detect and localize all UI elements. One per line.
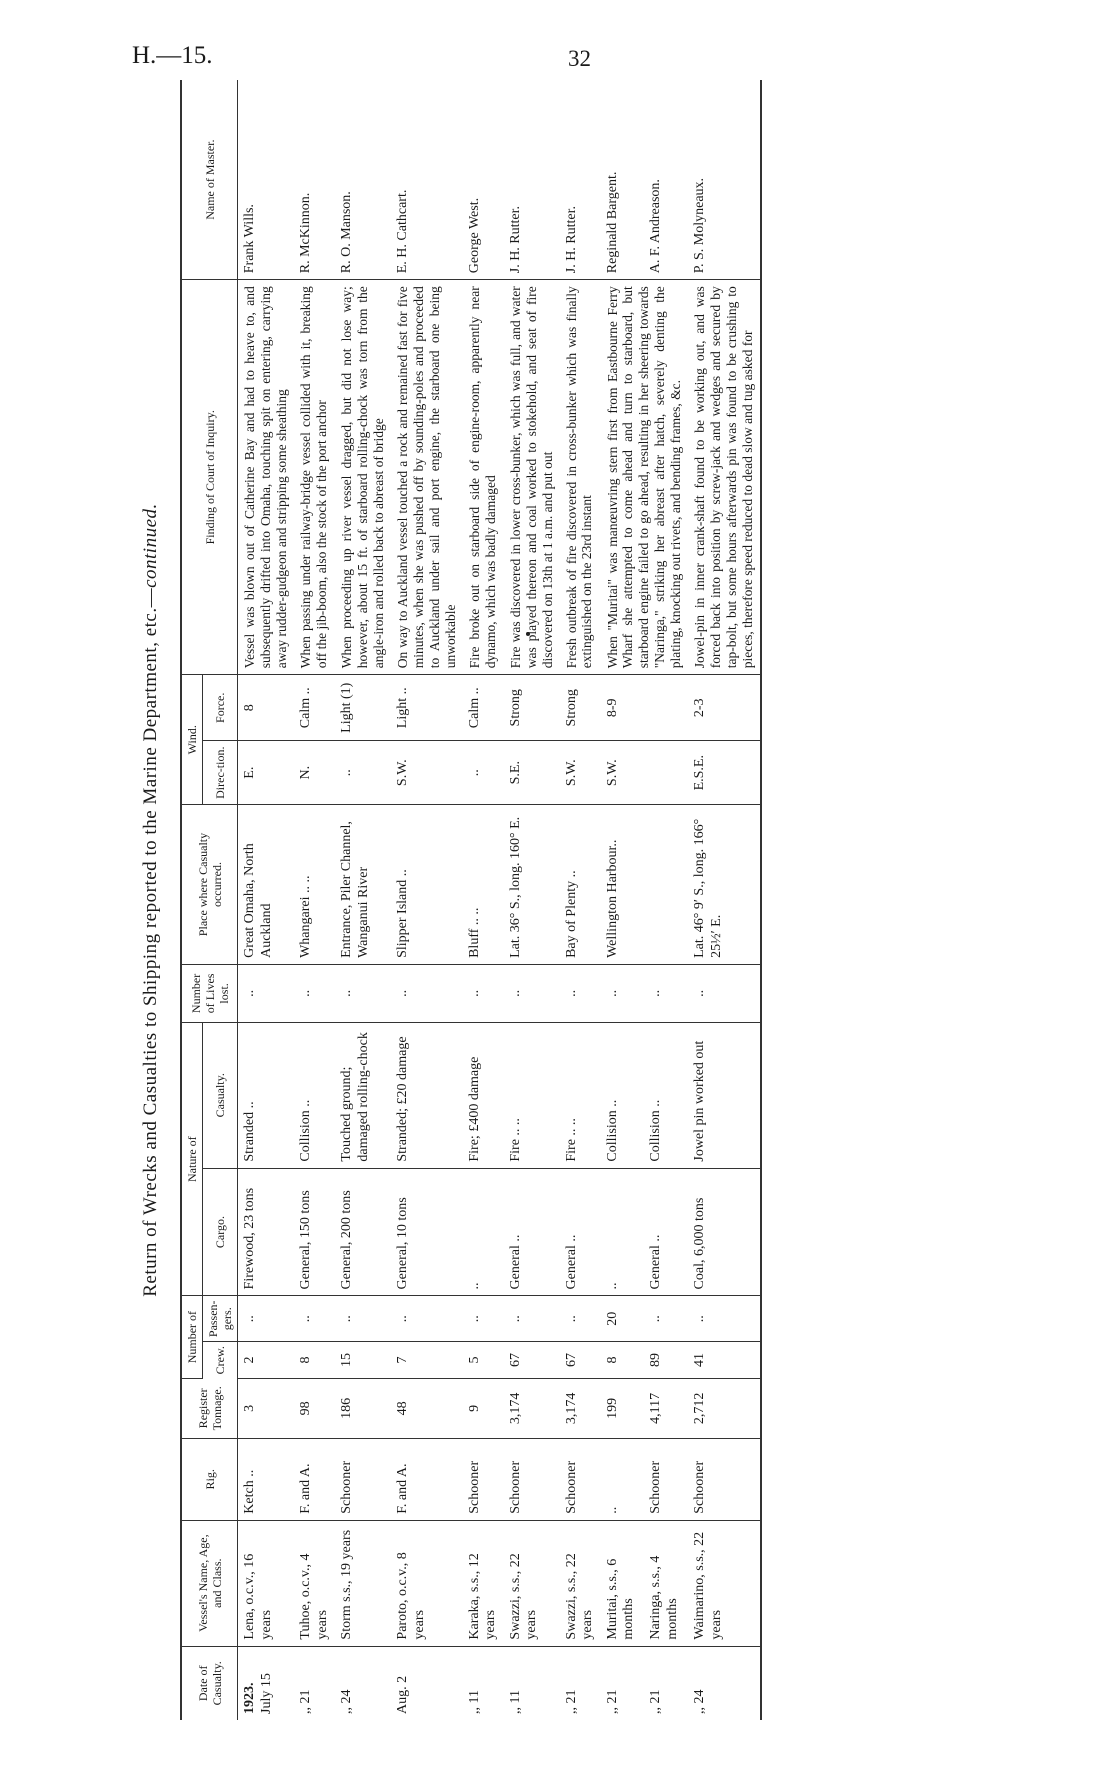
cell-master: A. F. Andreason.: [644, 80, 688, 280]
cell-lives: ..: [335, 964, 391, 1022]
cell-place: Great Omaha, North Auckland: [238, 805, 294, 965]
cell-lives: ..: [391, 964, 463, 1022]
cell-place: Lat. 46° 9′ S., long. 166° 25½′ E.: [688, 805, 761, 965]
cell-vessel: Muritai, s.s., 6 months: [601, 1520, 645, 1646]
col-vessel: Vessel's Name, Age, and Class.: [181, 1520, 238, 1646]
cell-force: 8: [238, 675, 294, 741]
cell-rig: F. and A.: [391, 1438, 463, 1520]
table-row: [391, 80, 463, 1720]
cell-place: Entrance, Piler Channel, Wanganui River: [335, 805, 391, 965]
col-direction: Direc-tion.: [203, 741, 238, 805]
col-wind: Wind.: [181, 675, 203, 805]
cell-casualty: Fire; £400 damage: [463, 1022, 504, 1168]
cell-vessel: Waimarino, s.s., 22 years: [688, 1520, 761, 1646]
cell-casualty: Collision ..: [644, 1022, 688, 1168]
cell-rig: F. and A.: [294, 1438, 335, 1520]
cell-passengers: ..: [335, 1296, 391, 1342]
cell-date: ,, 24: [688, 1646, 761, 1720]
cell-direction: ..: [463, 741, 504, 805]
cell-crew: 15: [335, 1342, 391, 1379]
cell-rig: Schooner: [560, 1438, 601, 1520]
cell-master: J. H. Rutter.: [560, 80, 601, 280]
header-reference: H.—15.: [132, 42, 213, 69]
table-row: [463, 80, 504, 1720]
cell-master: George West.: [463, 80, 504, 280]
cell-cargo: ..: [601, 1168, 645, 1296]
cell-casualty: Fire .. ..: [560, 1022, 601, 1168]
cell-crew: 67: [504, 1342, 560, 1379]
cell-casualty: Fire .. ..: [504, 1022, 560, 1168]
cell-place: Bay of Plenty ..: [560, 805, 601, 965]
table-row: [238, 80, 294, 1720]
cell-direction: S.W.: [560, 741, 601, 805]
cell-direction: S.W.: [601, 741, 689, 805]
cell-tonnage: 186: [335, 1378, 391, 1438]
cell-rig: Schooner: [504, 1438, 560, 1520]
col-finding: Finding of Court of Inquiry.: [181, 280, 238, 675]
cell-lives: ..: [238, 964, 294, 1022]
cell-passengers: ..: [688, 1296, 761, 1342]
cell-cargo: General, 200 tons: [335, 1168, 391, 1296]
page-number: 32: [568, 46, 591, 71]
cell-rig: Schooner: [644, 1438, 688, 1520]
cell-lives: ..: [560, 964, 601, 1022]
cell-tonnage: 3: [238, 1378, 294, 1438]
table-row: [294, 80, 335, 1720]
cell-crew: 7: [391, 1342, 463, 1379]
cell-lives: ..: [294, 964, 335, 1022]
col-date: Date of Casualty.: [181, 1646, 238, 1720]
col-casualty: Casualty.: [203, 1022, 238, 1168]
cell-tonnage: 3,174: [504, 1378, 560, 1438]
table-row: [335, 80, 391, 1720]
title-continued: continued.: [140, 503, 161, 588]
cell-date: ,, 21: [604, 1689, 620, 1714]
cell-passengers: 20: [601, 1296, 645, 1342]
cell-cargo: Firewood, 23 tons: [238, 1168, 294, 1296]
cell-force: Strong: [504, 675, 560, 741]
cell-direction: E.S.E.: [688, 741, 761, 805]
col-force: Force.: [203, 675, 238, 741]
cell-cargo: General ..: [644, 1168, 688, 1296]
cell-place: Slipper Island ..: [391, 805, 463, 965]
cell-vessel: Storm s.s., 19 years: [335, 1520, 391, 1646]
cell-vessel: Lena, o.c.v., 16 years: [238, 1520, 294, 1646]
cell-direction: N.: [294, 741, 335, 805]
cell-crew: 67: [560, 1342, 601, 1379]
cell-cargo: Coal, 6,000 tons: [688, 1168, 761, 1296]
cell-lives: ..: [644, 964, 688, 1022]
cell-cargo: General ..: [504, 1168, 560, 1296]
cell-finding: When proceeding up river vessel dragged, but did not lose way; however, about 15 ft. of starboard rolling-chock was torn from the angle-iron and rolled back to abreast of bridge: [335, 280, 391, 675]
cell-finding: When "Muritai" was manœuvring stern first from Eastbourne Ferry Wharf she attempted to come ahead and turn to starboard, but starboard engine failed to go ahead, resulting in her sheering towards "Naringa," striking her abreast after hatch, severely denting the plating, knocking out rivets, and bending frames, &c.: [601, 280, 689, 675]
cell-date: ,, 24: [339, 1689, 355, 1714]
cell-force: Strong: [560, 675, 601, 741]
cell-finding: Fresh outbreak of fire discovered in cross-bunker which was finally extinguished on the 23rd instant: [560, 280, 601, 675]
cell-direction: S.W.: [391, 741, 463, 805]
cell-casualty: Collision ..: [601, 1022, 645, 1168]
cell-crew: 89: [644, 1342, 688, 1379]
cell-passengers: ..: [391, 1296, 463, 1342]
cell-master: Frank Wills.: [238, 80, 294, 280]
cell-tonnage: 199: [601, 1378, 645, 1438]
cell-master: R. O. Manson.: [335, 80, 391, 280]
cell-lives: ..: [688, 964, 761, 1022]
cell-finding: Fire broke out on starboard side of engine-room, apparently near dynamo, which was badly damaged: [463, 280, 504, 675]
cell-date: Aug. 2: [395, 1675, 411, 1714]
date-value: July 15: [258, 1673, 274, 1714]
col-master: Name of Master.: [181, 80, 238, 280]
cell-force: Light ..: [391, 675, 463, 741]
cell-direction: ..: [335, 741, 391, 805]
cell-vessel: Naringa, s.s., 4 months: [644, 1520, 688, 1646]
table-row: [688, 80, 761, 1720]
table-row: [504, 80, 560, 1720]
cell-tonnage: 48: [391, 1378, 463, 1438]
cell-place: Wellington Harbour..: [601, 805, 689, 965]
cell-crew: 8: [601, 1342, 645, 1379]
cell-casualty: Stranded; £20 damage: [391, 1022, 463, 1168]
cell-master: R. McKinnon.: [294, 80, 335, 280]
cell-date: ,, 11: [466, 1690, 482, 1714]
col-lives: Number of Lives lost.: [181, 964, 238, 1022]
cell-passengers: ..: [560, 1296, 601, 1342]
cell-tonnage: 4,117: [644, 1378, 688, 1438]
table-title: [140, 80, 162, 1720]
cell-cargo: General ..: [560, 1168, 601, 1296]
casualty-table: [180, 80, 762, 1720]
cell-finding: On way to Auckland vessel touched a rock and remained fast for five minutes, when she was pushed off by sounding-poles and proceeded to Auckland under sail and port engine, the starboard one being unworkable: [391, 280, 463, 675]
col-nature-of: Nature of: [181, 1022, 203, 1296]
cell-finding: Jowel-pin in inner crank-shaft found to be working out, and was forced back into position by screw-jack and wedges and secured by tap-bolt, but some hours afterwards pin was found to be crushing to pieces, therefore speed reduced to dead slow and tug asked for: [688, 280, 761, 675]
cell-force: Calm ..: [294, 675, 335, 741]
cell-place: Lat. 36° S., long. 160° E.: [504, 805, 560, 965]
cell-passengers: ..: [644, 1296, 688, 1342]
cell-direction: S.E.: [504, 741, 560, 805]
header-row-1: [181, 80, 203, 1720]
title-text: Return of Wrecks and Casualties to Shipping reported to the Marine Department, etc.—: [140, 587, 161, 1297]
cell-date: ,, 21: [648, 1689, 664, 1714]
cell-lives: ..: [601, 964, 645, 1022]
cell-vessel: Paroto, o.c.v., 8 years: [391, 1520, 463, 1646]
cell-passengers: ..: [504, 1296, 560, 1342]
cell-casualty: Collision ..: [294, 1022, 335, 1168]
cell-vessel: Swazzi, s.s., 22 years: [504, 1520, 560, 1646]
cell-date: [238, 1646, 294, 1720]
cell-force: Calm ..: [463, 675, 504, 741]
cell-passengers: ..: [238, 1296, 294, 1342]
cell-rig: Schooner: [335, 1438, 391, 1520]
cell-vessel: Karaka, s.s., 12 years: [463, 1520, 504, 1646]
cell-passengers: ..: [463, 1296, 504, 1342]
cell-finding: When passing under railway-bridge vessel collided with it, breaking off the jib-boom, also the stock of the port anchor: [294, 280, 335, 675]
cell-finding: Fire was discovered in lower cross-bunker, which was full, and water was played thereon and coal worked to stokehold, and seat of fire discovered on 13th at 1 a.m. and put out: [504, 280, 560, 675]
col-cargo: Cargo.: [203, 1168, 238, 1296]
col-tonnage: Register Tonnage.: [181, 1378, 238, 1438]
cell-force: 8-9: [601, 675, 689, 741]
cell-date: ,, 21: [563, 1689, 579, 1714]
cell-lives: ..: [504, 964, 560, 1022]
cell-date: ,, 21: [298, 1689, 314, 1714]
cell-force: Light (1): [335, 675, 391, 741]
cell-rig: Schooner: [688, 1438, 761, 1520]
cell-place: Whangarei .. ..: [294, 805, 335, 965]
cell-vessel: Swazzi, s.s., 22 years: [560, 1520, 601, 1646]
cell-rig: Schooner: [463, 1438, 504, 1520]
cell-crew: 41: [688, 1342, 761, 1379]
cell-place: Bluff .. ..: [463, 805, 504, 965]
col-passengers: Passen-gers.: [203, 1296, 238, 1342]
cell-passengers: ..: [294, 1296, 335, 1342]
cell-casualty: Jowel pin worked out: [688, 1022, 761, 1168]
cell-casualty: Touched ground; damaged rolling-chock: [335, 1022, 391, 1168]
rotated-table-region: [140, 80, 1090, 1720]
cell-tonnage: 2,712: [688, 1378, 761, 1438]
table-row: [560, 80, 601, 1720]
col-crew: Crew.: [203, 1342, 238, 1379]
table-row: [601, 80, 645, 1720]
cell-tonnage: 3,174: [560, 1378, 601, 1438]
col-rig: Rig.: [181, 1438, 238, 1520]
cell-master: J. H. Rutter.: [504, 80, 560, 280]
cell-cargo: General, 150 tons: [294, 1168, 335, 1296]
cell-force: 2-3: [688, 675, 761, 741]
cell-tonnage: 9: [463, 1378, 504, 1438]
cell-vessel: Tuhoe, o.c.v., 4 years: [294, 1520, 335, 1646]
col-number-of: Number of: [181, 1296, 203, 1378]
cell-tonnage: 98: [294, 1378, 335, 1438]
cell-direction: E.: [238, 741, 294, 805]
cell-cargo: ..: [463, 1168, 504, 1296]
cell-date: ,, 11: [507, 1690, 523, 1714]
cell-cargo: General, 10 tons: [391, 1168, 463, 1296]
cell-casualty: Stranded ..: [238, 1022, 294, 1168]
year-label: 1923.: [242, 1682, 258, 1714]
cell-crew: 5: [463, 1342, 504, 1379]
cell-master: P. S. Molyneaux.: [688, 80, 761, 280]
cell-rig: ..: [601, 1438, 645, 1520]
cell-crew: 8: [294, 1342, 335, 1379]
cell-crew: 2: [238, 1342, 294, 1379]
cell-master: E. H. Cathcart.: [391, 80, 463, 280]
cell-master: Reginald Bargent.: [601, 80, 645, 280]
col-place: Place where Casualty occurred.: [181, 805, 238, 965]
cell-finding: Vessel was blown out of Catherine Bay and had to heave to, and subsequently drifted into Omaha, touching spit on entering, carrying away rudder-gudgeon and stripping some sheathing: [238, 280, 294, 675]
cell-rig: Ketch ..: [238, 1438, 294, 1520]
cell-lives: ..: [463, 964, 504, 1022]
